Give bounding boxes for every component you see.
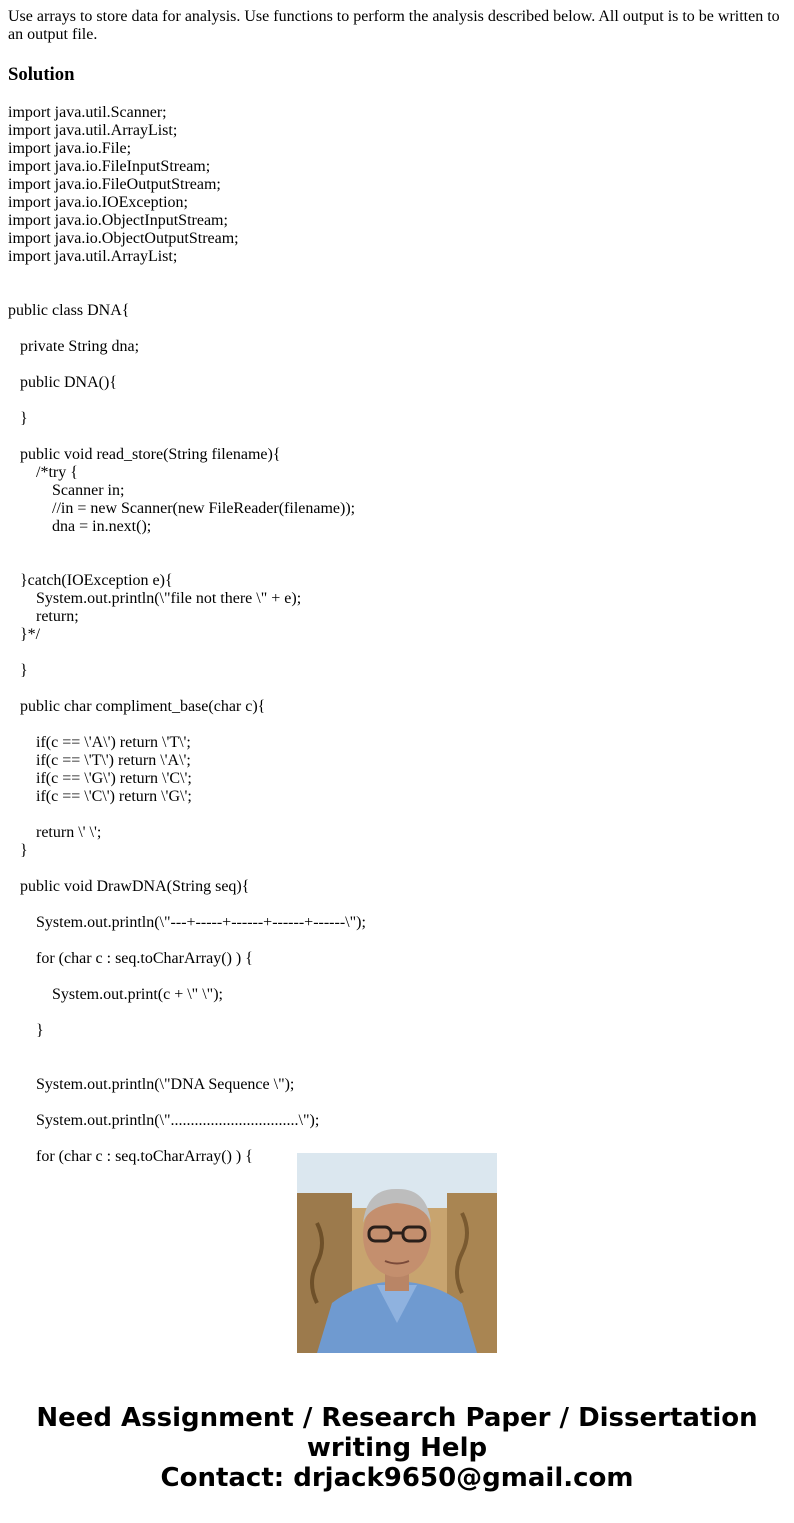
code-line: private String dna; xyxy=(8,338,140,355)
code-line xyxy=(8,1040,786,1058)
code-line xyxy=(8,806,786,824)
code-line: System.out.println(\"DNA Sequence \"); xyxy=(8,1076,295,1093)
code-line: public void DrawDNA(String seq){ xyxy=(8,878,250,895)
code-line xyxy=(8,320,786,338)
code-line: }*/ xyxy=(8,626,41,643)
code-line: if(c == \'C\') return \'G\'; xyxy=(8,788,192,805)
code-line: } xyxy=(8,842,28,859)
code-line xyxy=(8,680,786,698)
code-line: Scanner in; xyxy=(8,482,125,499)
code-line: System.out.println(\"file not there \" + e); xyxy=(8,590,302,607)
code-line: for (char c : seq.toCharArray() ) { xyxy=(8,950,253,967)
code-line xyxy=(8,266,786,284)
cta-line-3: Contact: drjack9650@gmail.com xyxy=(160,1463,634,1493)
code-line: public class DNA{ xyxy=(8,302,130,319)
code-line: import java.io.File; xyxy=(8,140,132,157)
code-line: public DNA(){ xyxy=(8,374,117,391)
cta-line-1: Need Assignment / Research Paper / Dissertation xyxy=(36,1403,758,1433)
code-line xyxy=(8,1094,786,1112)
code-line: System.out.println(\"................................\"); xyxy=(8,1112,320,1129)
code-line: }catch(IOException e){ xyxy=(8,572,173,589)
code-line: import java.io.FileInputStream; xyxy=(8,158,211,175)
code-line xyxy=(8,392,786,410)
solution-heading: Solution xyxy=(8,64,75,85)
code-line xyxy=(8,536,786,554)
code-line xyxy=(8,1130,786,1148)
code-line: if(c == \'A\') return \'T\'; xyxy=(8,734,191,751)
code-line xyxy=(8,896,786,914)
code-line: } xyxy=(8,662,28,679)
code-line xyxy=(8,428,786,446)
code-line xyxy=(8,860,786,878)
code-line: import java.util.Scanner; xyxy=(8,104,167,121)
article-content xyxy=(8,0,786,1165)
code-line: return; xyxy=(8,608,79,625)
code-line: System.out.print(c + \" \"); xyxy=(8,986,223,1003)
code-line: return \' \'; xyxy=(8,824,102,841)
contact-banner xyxy=(0,1403,794,1493)
code-line xyxy=(8,554,786,572)
code-line xyxy=(8,716,786,734)
person-photo-icon xyxy=(297,1153,497,1353)
code-line: dna = in.next(); xyxy=(8,518,152,535)
code-line: import java.io.ObjectInputStream; xyxy=(8,212,228,229)
code-line xyxy=(8,1004,786,1022)
code-line: public char compliment_base(char c){ xyxy=(8,698,266,715)
code-line: import java.io.IOException; xyxy=(8,194,188,211)
cta-line-2: writing Help xyxy=(306,1433,488,1463)
code-line: if(c == \'T\') return \'A\'; xyxy=(8,752,191,769)
author-avatar xyxy=(297,1153,497,1353)
code-line: public void read_store(String filename){ xyxy=(8,446,281,463)
code-line: /*try { xyxy=(8,464,78,481)
intro-paragraph: Use arrays to store data for analysis. Use functions to perform the analysis described below. All output is to be written to an output file. xyxy=(8,8,780,43)
code-line: //in = new Scanner(new FileReader(filename)); xyxy=(8,500,356,517)
code-line: if(c == \'G\') return \'C\'; xyxy=(8,770,192,787)
code-line: import java.util.ArrayList; xyxy=(8,248,178,265)
code-line xyxy=(8,932,786,950)
code-line xyxy=(8,284,786,302)
code-line xyxy=(8,356,786,374)
code-line xyxy=(8,644,786,662)
code-line: System.out.println(\"---+-----+------+------+------\"); xyxy=(8,914,366,931)
code-line: } xyxy=(8,410,28,427)
code-line: for (char c : seq.toCharArray() ) { xyxy=(8,1148,253,1165)
code-line: import java.io.ObjectOutputStream; xyxy=(8,230,239,247)
code-line: } xyxy=(8,1022,44,1039)
code-line xyxy=(8,968,786,986)
code-line xyxy=(8,1058,786,1076)
code-line: import java.io.FileOutputStream; xyxy=(8,176,221,193)
code-block xyxy=(8,104,786,1166)
code-line: import java.util.ArrayList; xyxy=(8,122,178,139)
